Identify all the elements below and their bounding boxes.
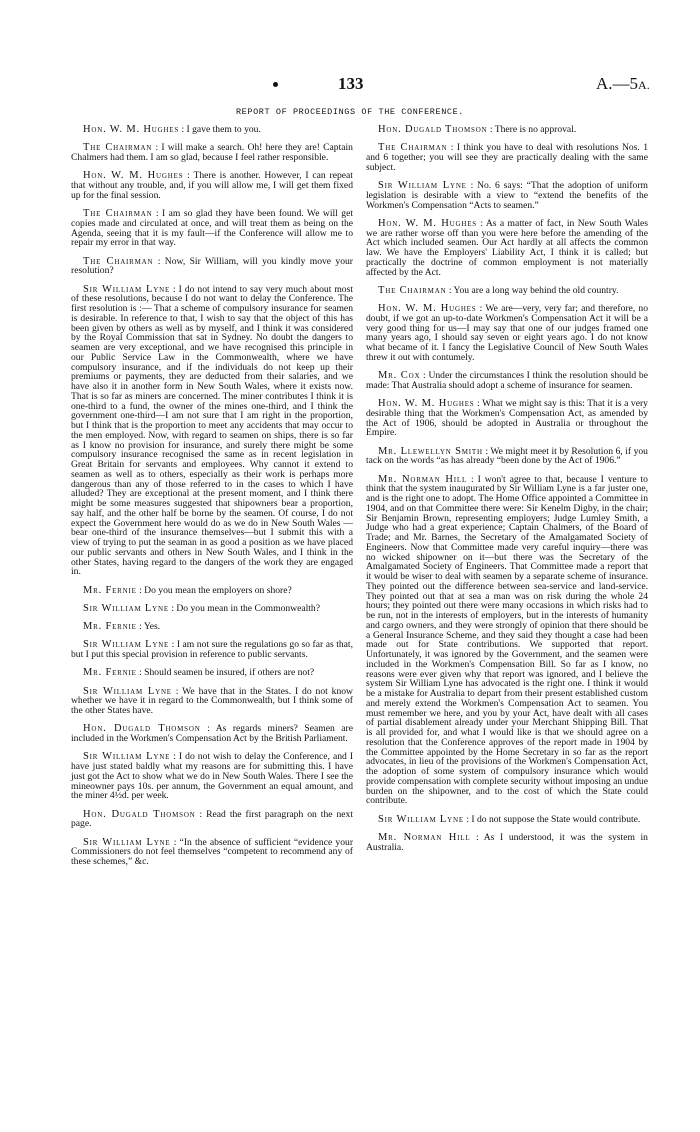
- speaker-name: The Chairman: [83, 142, 153, 154]
- speaker-name: Mr. Llewellyn Smith: [378, 445, 483, 457]
- left-column: [71, 125, 353, 875]
- speech-text: : As a matter of fact, in New South Wales we are rather worse off than you were here before the amending of the Act which included seamen. Our Act hardly at all affects the common law. We have the Employers' Liability Act, I think it is called; but practically the doctrine of common employment is not materially affected by the Act.: [366, 217, 648, 278]
- speech-text: : I am so glad they have been found. We will get copies made and circulated at once, and will treat them as being on the Agenda, seeing that it is my fault—if the Conference will allow me to repair my error in that way.: [71, 208, 353, 249]
- speech-text: : I gave them to you.: [181, 124, 261, 135]
- speaker-name: Sir William Lyne: [83, 751, 171, 763]
- speech-text: : I do not suppose the State would contribute.: [466, 813, 641, 825]
- speaker-name: The Chairman: [83, 208, 153, 219]
- speech-paragraph: [366, 371, 648, 391]
- speech-paragraph: [71, 622, 353, 632]
- speech-text: : Do you mean the employers on shore?: [139, 584, 292, 596]
- speaker-name: Mr. Norman Hill: [378, 473, 468, 485]
- speech-paragraph: [71, 640, 353, 660]
- speaker-name: Mr. Norman Hill: [378, 831, 471, 843]
- speech-text: : What we might say is this: That it is a very desirable thing that the Workmen's Compensation Act, as amended by the Act of 1906, should be adopted in Australia or throughout the Empire.: [366, 398, 648, 439]
- speaker-name: Hon. Dugald Thomson: [83, 808, 196, 820]
- speech-paragraph: [71, 752, 353, 801]
- speech-paragraph: [366, 399, 648, 438]
- speech-paragraph: [71, 687, 353, 716]
- speech-text: : We have that in the States. I do not know whether we have it in regard to the Commonwealth, but I think some of the other States have.: [71, 685, 353, 716]
- speaker-name: Sir William Lyne: [83, 836, 171, 848]
- speech-paragraph: [366, 815, 648, 825]
- speaker-name: Hon. Dugald Thomson: [378, 124, 488, 135]
- speaker-name: Hon. W. M. Hughes: [378, 303, 477, 314]
- speech-paragraph: [71, 838, 353, 867]
- speech-paragraph: [366, 143, 648, 172]
- speech-text: : As regards miners? Seamen are included in the Workmen's Compensation Act by the British Parliament.: [71, 723, 353, 744]
- speaker-name: Mr. Cox: [378, 370, 421, 381]
- speech-text: : You are a long way behind the old country.: [448, 284, 619, 296]
- speech-paragraph: [366, 181, 648, 210]
- speaker-name: The Chairman: [83, 255, 154, 267]
- speech-text: : I am not sure the regulations go so far as that, but I put this special provision in reference to public servants.: [71, 639, 353, 660]
- speech-paragraph: [71, 257, 353, 277]
- page-number: 133: [338, 74, 364, 93]
- speech-text: : Under the circumstances I think the resolution should be made: That Australia should adopt a scheme of insurance for seamen.: [366, 370, 648, 391]
- speaker-name: Mr. Fernie: [83, 621, 137, 632]
- speaker-name: Mr. Fernie: [83, 667, 137, 679]
- speaker-name: Hon. W. M. Hughes: [83, 124, 180, 135]
- speaker-name: Sir William Lyne: [378, 180, 467, 191]
- speaker-name: Hon. W. M. Hughes: [378, 398, 475, 409]
- speech-text: : “In the absence of sufficient “evidence your Commissioners do not feel themselves “competent to recommend any of these schemes,” &c.: [71, 836, 354, 867]
- speaker-name: Hon. W. M. Hughes: [83, 170, 184, 182]
- speaker-name: Sir William Lyne: [83, 639, 170, 651]
- speech-paragraph: [71, 285, 353, 578]
- speech-text: : I think you have to deal with resolutions Nos. 1 and 6 together; you will see they are practically dealing with the same subject.: [366, 142, 648, 173]
- speaker-name: Sir William Lyne: [83, 283, 171, 295]
- speech-text: : As I understood, it was the system in Australia.: [366, 831, 648, 853]
- speech-text: : I do not wish to delay the Conference, and I have just stated baldly what my reasons are for submitting this. I have just got the Act to show what we do in New South Wales. There I see the mineowner pays 10s. per annum, the Government an equal amount, and the miner 4½d. per week.: [71, 751, 354, 802]
- speech-paragraph: [71, 668, 353, 678]
- speech-paragraph: [71, 810, 353, 830]
- speaker-name: Sir William Lyne: [83, 685, 172, 697]
- speech-paragraph: [366, 286, 648, 296]
- speech-text: : Read the first paragraph on the next page.: [71, 808, 353, 830]
- running-title: REPORT OF PROCEEDINGS OF THE CONFERENCE.: [235, 107, 465, 117]
- speech-paragraph: [366, 475, 648, 807]
- speech-text: : There is another. However, I can repeat that without any trouble, and, if you will allow me, I will get them fixed up for the final session.: [71, 170, 353, 201]
- speech-paragraph: [71, 604, 353, 614]
- speech-paragraph: [71, 586, 353, 596]
- document-reference-main: A.—5: [596, 74, 639, 93]
- speech-text: : We are—very, very far; and therefore, no doubt, if we got an up-to-date Workmen's Compensation Act it will be a very good thing for us—I may say that one of our judges framed one many years ago, I should say seven or eight years ago. I do not know what became of it. I fancy the Legislative Council of New South Wales threw it out with contumely.: [366, 303, 648, 363]
- speech-paragraph: [366, 219, 648, 278]
- speech-text: : There is no approval.: [489, 124, 577, 135]
- speech-paragraph: [71, 143, 353, 163]
- speech-text: : Yes.: [139, 621, 161, 632]
- speech-text: : Now, Sir William, will you kindly move your resolution?: [71, 255, 353, 277]
- speech-paragraph: [366, 304, 648, 363]
- speaker-name: The Chairman: [378, 142, 448, 154]
- speaker-name: Sir William Lyne: [378, 813, 464, 825]
- speech-paragraph: [71, 209, 353, 248]
- speaker-name: Mr. Fernie: [83, 584, 137, 596]
- speaker-name: The Chairman: [378, 284, 447, 296]
- printer-mark: [273, 82, 278, 87]
- speech-text: : I won't agree to that, because I venture to think that the system inaugurated by Sir William Lyne is a far juster one, and is the right one to adopt. The Home Office appointed a Committee in 1904, and on that Committee there were: Sir Kenelm Digby, in the chair; Sir Benjamin Brown, representing employers; Judge Lumley Smith, a Judge who had a great experience; Captain Chalmers, of the Board of Trade; and Mr. Barnes, the Secretary of the Amalgamated Society of Engineers. Now that Committee made very careful inquiry—there was no wicked shipowner on it—but there was the Secretary of the Amalgamated Society of Engineers. That Committee made a report that it would be wiser to deal with seamen by a separate scheme of insurance. They pointed out the difference between sea-service and land-service. They pointed out that at sea a man was on risk during the whole 24 hours; they pointed out there were many occasions in which risks had to be run, not in the interests of employers, but in the interests of humanity and cargo owners, and they were strongly of opinion that there should be a General Insurance Scheme, and they said they thought a case had been made out for State contributions. We supported that report. Unfortunately, it was ignored by the Government, and the seamen were included in the Workmen's Compensation Bill. So far as I know, no reasons were ever given why that report was ignored, and I believe the system Sir William Lyne has advocated is the right one. I think it would be a mistake for Australia to depart from their present established custom and merely extend the Workmen's Compensation Act to seamen. You must remember we here, and you by your Act, have dealt with all cases of partial disablement already under your Merchant Shipping Bill. That is all provided for, and what I would like is that we should agree on a resolution that the Conference approves of the report made in 1904 by the Committee appointed by the Home Secretary in so far as the report advocates, in lieu of the provisions of the Workmen's Compensation Act, the adoption of some system of compulsory insurance which would provide compensation with complete security without imposing an undue burden on the shipowner, and to the cost of which the State could contribute.: [366, 473, 648, 807]
- speaker-name: Sir William Lyne: [83, 602, 169, 614]
- speech-text: : I will make a search. Oh! here they are! Captain Chalmers had them. I am so glad, because I feel rather responsible.: [71, 142, 353, 163]
- speech-paragraph: [366, 833, 648, 853]
- document-reference-suffix: A.: [638, 78, 650, 92]
- speech-text: : We might meet it by Resolution 6, if you tack on the words “as has already “been done by the Act of 1906.”: [366, 445, 648, 467]
- speaker-name: Hon. Dugald Thomson: [83, 723, 201, 735]
- speech-text: : Should seamen be insured, if others are not?: [139, 667, 315, 679]
- speech-paragraph: [71, 171, 353, 200]
- speech-text: : Do you mean in the Commonwealth?: [171, 602, 320, 614]
- speech-paragraph: [71, 125, 353, 135]
- speech-paragraph: [366, 447, 648, 467]
- document-reference: [596, 74, 650, 94]
- speech-text: : No. 6 says: “That the adoption of uniform legislation is desirable with a view to “extend the benefits of the Workmen's Compensation “Acts to seamen.”: [366, 180, 648, 211]
- speaker-name: Hon. W. M. Hughes: [378, 217, 477, 229]
- speech-paragraph: [71, 724, 353, 744]
- right-column: [366, 125, 648, 861]
- speech-text: : I do not intend to say very much about most of these resolutions, because I do not want to delay the Conference. The first resolution is :— That a scheme of compulsory insurance for seamen is desirable. In reference to that, I wish to say that the object of this has been given by others as well as by myself, and I think it was considered by the Royal Commission that sat in Sydney. No doubt the dangers to seamen are very exceptional, and we have recognised this principle in our Public Service Law in the Commonwealth, where we have compulsory insurance, and if the individuals do not keep up their premiums or payments, they are deducted from their salaries, and we have also it in another form in New South Wales, where it exists now. That is so far as miners are concerned. The miner contributes I think it is one-third to a fund, the owner of the mines one-third, and I think the government one-third—I am not sure that I am right in the proportion, but I think that is the proportion to meet any accidents that may occur to the men employed. Now, with regard to seamen on ships, there is so far as I know no provision for insurance, and surely there might be some compulsory insurance recognised the same as in recent legislation in Great Britain for servants and employees. Why cannot it extend to seamen as well as to others, especially as their work is perhaps more dangerous than any of those referred to in the cases to which I have alluded? They are exceptional at the present moment, and I think there might be some measures suggested that shipowners bear a proportion, say half, and the other half be borne by the seamen. Of course, I do not expect the Government here would do as we do in New South Wales —bear one-third of the insurance themselves—but I submit this with a view of trying to put the seaman in as good a position as we have placed our public servants and others in New South Wales, and I think in the other States, having regard to the dangers of the work they are engaged in.: [71, 283, 354, 578]
- speech-paragraph: [366, 125, 648, 135]
